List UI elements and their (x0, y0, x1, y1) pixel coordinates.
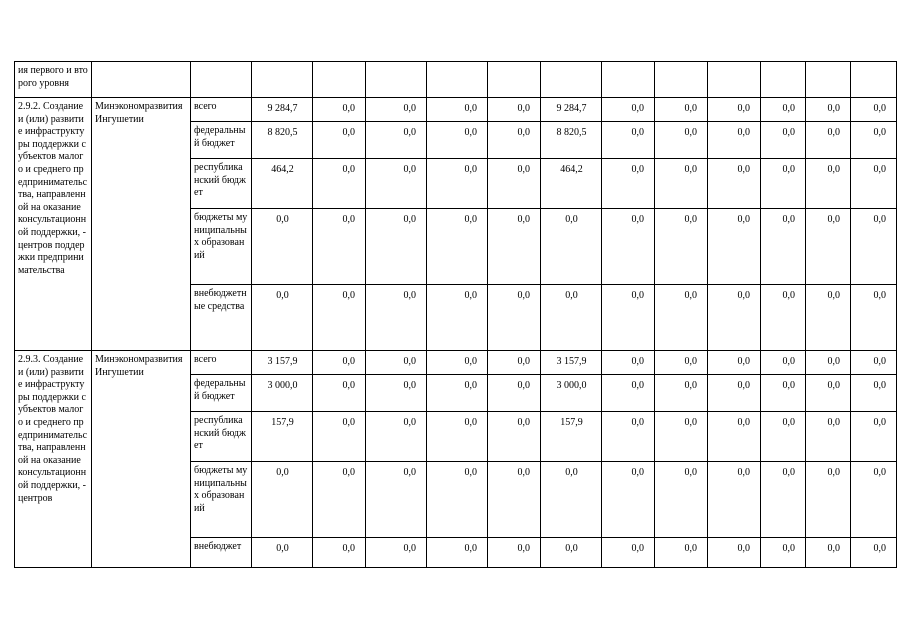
value-cell: 0,0 (655, 122, 708, 159)
measure-name-cell: 2.9.2. Создание и (или) развитие инфраструктуры поддержки субъектов малого и среднего предпринимательства, направленной на оказание консультационной поддержки, - центров поддержки предпринимательства (15, 98, 92, 351)
value-cell: 0,0 (708, 159, 761, 209)
source-cell (191, 62, 252, 98)
value-cell: 0,0 (366, 538, 427, 568)
value-cell: 0,0 (313, 285, 366, 351)
value-cell: 0,0 (313, 375, 366, 412)
value-cell: 0,0 (806, 375, 851, 412)
value-cell: 0,0 (366, 462, 427, 538)
source-cell: всего (191, 351, 252, 375)
value-cell: 8 820,5 (252, 122, 313, 159)
value-cell: 0,0 (427, 351, 488, 375)
value-cell: 0,0 (488, 375, 541, 412)
value-cell: 0,0 (851, 122, 897, 159)
value-cell: 0,0 (541, 209, 602, 285)
measure-name-cell: ия первого и второго уровня (15, 62, 92, 98)
value-cell: 0,0 (708, 375, 761, 412)
value-cell: 0,0 (851, 98, 897, 122)
value-cell: 0,0 (313, 122, 366, 159)
value-cell: 0,0 (488, 209, 541, 285)
value-cell: 0,0 (761, 375, 806, 412)
value-cell: 0,0 (252, 538, 313, 568)
value-cell: 0,0 (252, 462, 313, 538)
value-cell: 464,2 (541, 159, 602, 209)
executor-cell: Минэкономразвития Ингушетии (92, 351, 191, 568)
value-cell: 0,0 (488, 98, 541, 122)
value-cell: 0,0 (851, 538, 897, 568)
value-cell: 0,0 (541, 538, 602, 568)
value-cell: 0,0 (806, 412, 851, 462)
value-cell: 0,0 (427, 462, 488, 538)
value-cell: 0,0 (252, 209, 313, 285)
value-cell: 0,0 (761, 538, 806, 568)
value-cell: 0,0 (313, 462, 366, 538)
value-cell: 0,0 (602, 285, 655, 351)
value-cell: 0,0 (708, 351, 761, 375)
value-cell: 0,0 (708, 209, 761, 285)
source-cell: республиканский бюджет (191, 412, 252, 462)
value-cell: 0,0 (851, 351, 897, 375)
table-row (15, 98, 897, 122)
value-cell: 0,0 (313, 412, 366, 462)
value-cell: 0,0 (851, 412, 897, 462)
value-cell: 0,0 (602, 462, 655, 538)
value-cell: 8 820,5 (541, 122, 602, 159)
value-cell: 9 284,7 (541, 98, 602, 122)
value-cell: 0,0 (761, 462, 806, 538)
value-cell: 0,0 (366, 122, 427, 159)
measure-name-cell: 2.9.3. Создание и (или) развитие инфраструктуры поддержки субъектов малого и среднего предпринимательства, направленной на оказание консультационной поддержки, - центров (15, 351, 92, 568)
value-cell: 0,0 (761, 351, 806, 375)
value-cell: 157,9 (541, 412, 602, 462)
value-cell: 0,0 (602, 209, 655, 285)
value-cell: 0,0 (761, 98, 806, 122)
value-cell: 0,0 (655, 351, 708, 375)
value-cell: 0,0 (427, 538, 488, 568)
source-cell: республиканский бюджет (191, 159, 252, 209)
value-cell: 0,0 (366, 209, 427, 285)
value-cell: 0,0 (806, 538, 851, 568)
executor-cell: Минэкономразвития Ингушетии (92, 98, 191, 351)
value-cell: 0,0 (602, 375, 655, 412)
value-cell: 0,0 (655, 159, 708, 209)
value-cell (488, 62, 541, 98)
value-cell: 0,0 (313, 159, 366, 209)
value-cell (252, 62, 313, 98)
source-cell: федеральный бюджет (191, 375, 252, 412)
value-cell: 0,0 (427, 209, 488, 285)
value-cell: 0,0 (252, 285, 313, 351)
value-cell: 0,0 (851, 285, 897, 351)
value-cell: 3 000,0 (541, 375, 602, 412)
value-cell (427, 62, 488, 98)
value-cell: 0,0 (761, 209, 806, 285)
value-cell: 0,0 (655, 285, 708, 351)
value-cell: 0,0 (313, 351, 366, 375)
value-cell: 0,0 (708, 462, 761, 538)
value-cell: 0,0 (806, 462, 851, 538)
value-cell: 0,0 (488, 122, 541, 159)
value-cell: 0,0 (427, 412, 488, 462)
value-cell: 0,0 (366, 375, 427, 412)
value-cell: 0,0 (488, 351, 541, 375)
value-cell: 0,0 (541, 462, 602, 538)
value-cell: 0,0 (366, 285, 427, 351)
value-cell: 0,0 (708, 538, 761, 568)
value-cell (851, 62, 897, 98)
value-cell: 0,0 (488, 462, 541, 538)
value-cell: 0,0 (761, 159, 806, 209)
value-cell: 0,0 (851, 375, 897, 412)
value-cell (602, 62, 655, 98)
value-cell: 0,0 (655, 412, 708, 462)
value-cell: 0,0 (806, 122, 851, 159)
value-cell: 0,0 (708, 98, 761, 122)
value-cell: 0,0 (366, 351, 427, 375)
value-cell (541, 62, 602, 98)
value-cell: 0,0 (427, 285, 488, 351)
value-cell: 0,0 (366, 159, 427, 209)
executor-cell (92, 62, 191, 98)
value-cell: 464,2 (252, 159, 313, 209)
table-row (15, 351, 897, 375)
table-row-continuation (15, 62, 897, 98)
value-cell: 0,0 (806, 351, 851, 375)
value-cell: 0,0 (427, 159, 488, 209)
budget-table (14, 61, 897, 568)
value-cell: 0,0 (602, 159, 655, 209)
value-cell: 0,0 (761, 122, 806, 159)
value-cell: 0,0 (366, 412, 427, 462)
value-cell: 0,0 (806, 209, 851, 285)
value-cell: 0,0 (427, 98, 488, 122)
value-cell (313, 62, 366, 98)
value-cell: 0,0 (806, 98, 851, 122)
source-cell: внебюджетные средства (191, 285, 252, 351)
value-cell: 0,0 (602, 122, 655, 159)
value-cell: 0,0 (488, 412, 541, 462)
value-cell: 0,0 (366, 98, 427, 122)
value-cell: 0,0 (313, 98, 366, 122)
value-cell: 0,0 (851, 209, 897, 285)
value-cell (806, 62, 851, 98)
value-cell (708, 62, 761, 98)
value-cell: 0,0 (655, 98, 708, 122)
value-cell: 0,0 (761, 285, 806, 351)
value-cell: 0,0 (655, 375, 708, 412)
value-cell: 0,0 (602, 412, 655, 462)
value-cell: 0,0 (488, 285, 541, 351)
value-cell: 0,0 (602, 538, 655, 568)
source-cell: бюджеты муниципальных образований (191, 462, 252, 538)
value-cell: 0,0 (806, 159, 851, 209)
value-cell: 0,0 (655, 209, 708, 285)
value-cell: 0,0 (655, 538, 708, 568)
value-cell: 0,0 (851, 159, 897, 209)
value-cell: 0,0 (761, 412, 806, 462)
value-cell: 0,0 (602, 98, 655, 122)
source-cell: внебюджет (191, 538, 252, 568)
value-cell (655, 62, 708, 98)
value-cell: 3 157,9 (541, 351, 602, 375)
value-cell: 0,0 (313, 538, 366, 568)
value-cell: 0,0 (602, 351, 655, 375)
value-cell: 0,0 (488, 538, 541, 568)
value-cell: 0,0 (541, 285, 602, 351)
value-cell (366, 62, 427, 98)
value-cell: 3 000,0 (252, 375, 313, 412)
value-cell: 0,0 (708, 412, 761, 462)
value-cell: 0,0 (313, 209, 366, 285)
source-cell: федеральный бюджет (191, 122, 252, 159)
value-cell: 0,0 (427, 375, 488, 412)
source-cell: бюджеты муниципальных образований (191, 209, 252, 285)
source-cell: всего (191, 98, 252, 122)
value-cell: 0,0 (851, 462, 897, 538)
value-cell: 0,0 (708, 122, 761, 159)
value-cell: 0,0 (488, 159, 541, 209)
value-cell (761, 62, 806, 98)
value-cell: 0,0 (655, 462, 708, 538)
value-cell: 3 157,9 (252, 351, 313, 375)
value-cell: 157,9 (252, 412, 313, 462)
value-cell: 0,0 (806, 285, 851, 351)
value-cell: 0,0 (708, 285, 761, 351)
value-cell: 9 284,7 (252, 98, 313, 122)
value-cell: 0,0 (427, 122, 488, 159)
